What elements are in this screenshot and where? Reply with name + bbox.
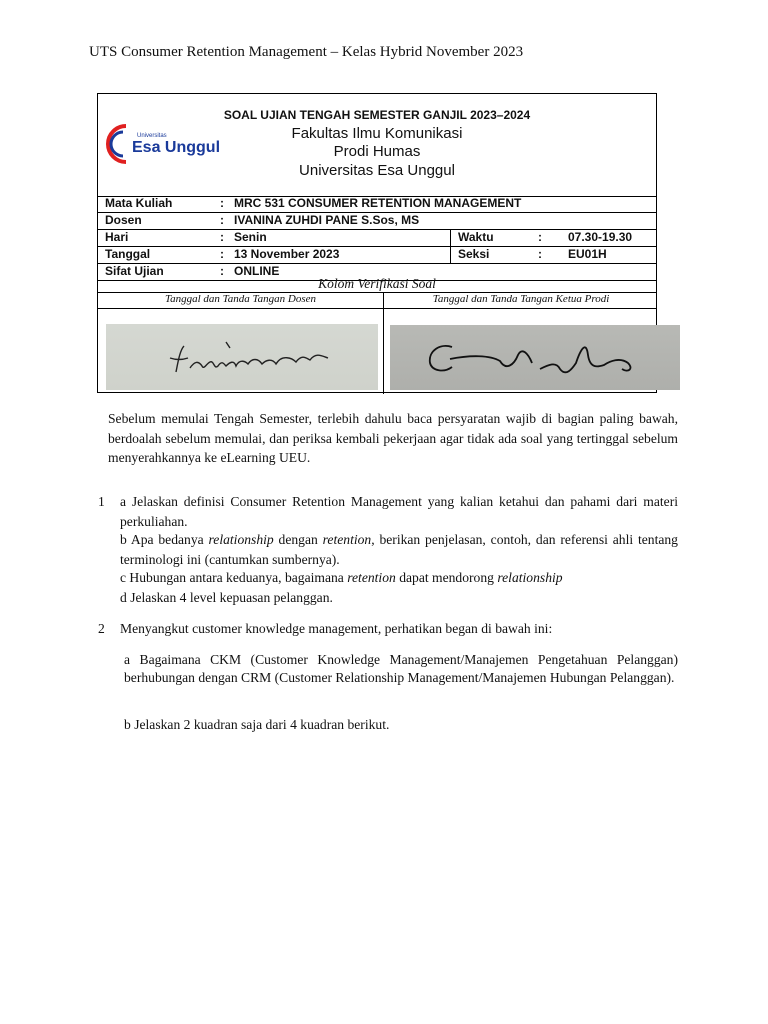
- label-hari: Hari: [105, 230, 129, 244]
- intro-paragraph: Sebelum memulai Tengah Semester, terlebih dahulu baca persyaratan wajib di bagian paling bawah, berdoalah sebelum memulai, dan periksa kembali pekerjaan agar tidak ada soal yang tertinggal sebelum menyerahkannya ke eLearning UEU.: [108, 411, 678, 465]
- value-dosen: IVANINA ZUHDI PANE S.Sos, MS: [234, 213, 420, 227]
- colon: :: [220, 230, 224, 244]
- head-signature-image: [390, 325, 680, 390]
- q2-part-a: a Bagaimana CKM (Customer Knowledge Management/Manajemen Pengetahuan Pelanggan) berhubungan dengan CRM (Customer Relationship Management/Manajemen Hubungan Pelanggan).: [124, 652, 678, 685]
- verification-title: Kolom Verifikasi Soal: [98, 275, 656, 293]
- row-hari: [98, 230, 656, 247]
- q2-stem: Menyangkut customer knowledge management, perhatikan began di bawah ini:: [120, 621, 553, 636]
- university-name: Universitas Esa Unggul: [299, 162, 455, 179]
- value-hari: Senin: [234, 230, 267, 244]
- emphasis: relationship: [208, 532, 274, 547]
- q1-part-b: [120, 530, 678, 569]
- program-name: Prodi Humas: [333, 143, 421, 160]
- colon: :: [220, 213, 224, 227]
- verification-left-label: Tanggal dan Tanda Tangan Dosen: [165, 293, 316, 305]
- label-tanggal: Tanggal: [105, 247, 151, 261]
- exam-card: [97, 93, 657, 393]
- value-sifat-ujian: ONLINE: [234, 264, 280, 278]
- cell-divider: [450, 230, 451, 246]
- page-header: UTS Consumer Retention Management – Kelas Hybrid November 2023: [89, 44, 524, 60]
- svg-text:Universitas: Universitas: [137, 133, 167, 139]
- label-dosen: Dosen: [105, 213, 142, 227]
- cell-divider: [450, 247, 451, 263]
- q1-part-d: d Jelaskan 4 level kepuasan pelanggan.: [120, 590, 333, 605]
- label-waktu: Waktu: [458, 230, 494, 244]
- exam-title: SOAL UJIAN TENGAH SEMESTER GANJIL 2023–2024: [223, 108, 531, 122]
- faculty-name: Fakultas Ilmu Komunikasi: [291, 125, 463, 142]
- emphasis: retention: [322, 532, 372, 547]
- colon: :: [538, 230, 542, 244]
- label-seksi: Seksi: [458, 247, 490, 261]
- text: dengan: [273, 532, 323, 547]
- exam-info-table: [98, 196, 656, 281]
- colon: :: [220, 264, 224, 278]
- q1-part-c: [120, 568, 678, 588]
- text: c Hubungan antara keduanya, bagaimana: [120, 570, 348, 585]
- verification-divider: [383, 292, 384, 394]
- row-mata-kuliah: [98, 196, 656, 213]
- svg-text:Esa Unggul: Esa Unggul: [132, 139, 221, 156]
- q1-part-a: a Jelaskan definisi Consumer Retention Management yang kalian ketahui dan pahami dari materi perkuliahan.: [120, 494, 678, 529]
- text: , berikan penjelasan, contoh, dan referensi ahli tentang terminologi ini (cantumkan sumbernya).: [120, 532, 678, 567]
- value-tanggal: 13 November 2023: [234, 247, 340, 261]
- lecturer-signature-image: [106, 324, 378, 390]
- q2-part-b: b Jelaskan 2 kuadran saja dari 4 kuadran berikut.: [124, 717, 390, 732]
- emphasis: retention: [347, 570, 396, 585]
- verification-subheader: [98, 292, 656, 309]
- label-sifat-ujian: Sifat Ujian: [105, 264, 164, 278]
- exam-card-header: [98, 94, 656, 197]
- colon: :: [220, 247, 224, 261]
- emphasis: relationship: [497, 570, 563, 585]
- value-seksi: EU01H: [568, 247, 607, 261]
- value-mata-kuliah: MRC 531 CONSUMER RETENTION MANAGEMENT: [234, 196, 522, 210]
- label-mata-kuliah: Mata Kuliah: [105, 196, 173, 210]
- text: b Apa bedanya: [120, 532, 209, 547]
- colon: :: [538, 247, 542, 261]
- question-number: 1: [98, 494, 105, 509]
- colon: :: [220, 196, 224, 210]
- verification-right-label: Tanggal dan Tanda Tangan Ketua Prodi: [432, 293, 610, 305]
- text: dapat mendorong: [395, 570, 498, 585]
- question-number: 2: [98, 621, 105, 636]
- row-dosen: [98, 213, 656, 230]
- value-waktu: 07.30-19.30: [568, 230, 633, 244]
- row-tanggal: [98, 247, 656, 264]
